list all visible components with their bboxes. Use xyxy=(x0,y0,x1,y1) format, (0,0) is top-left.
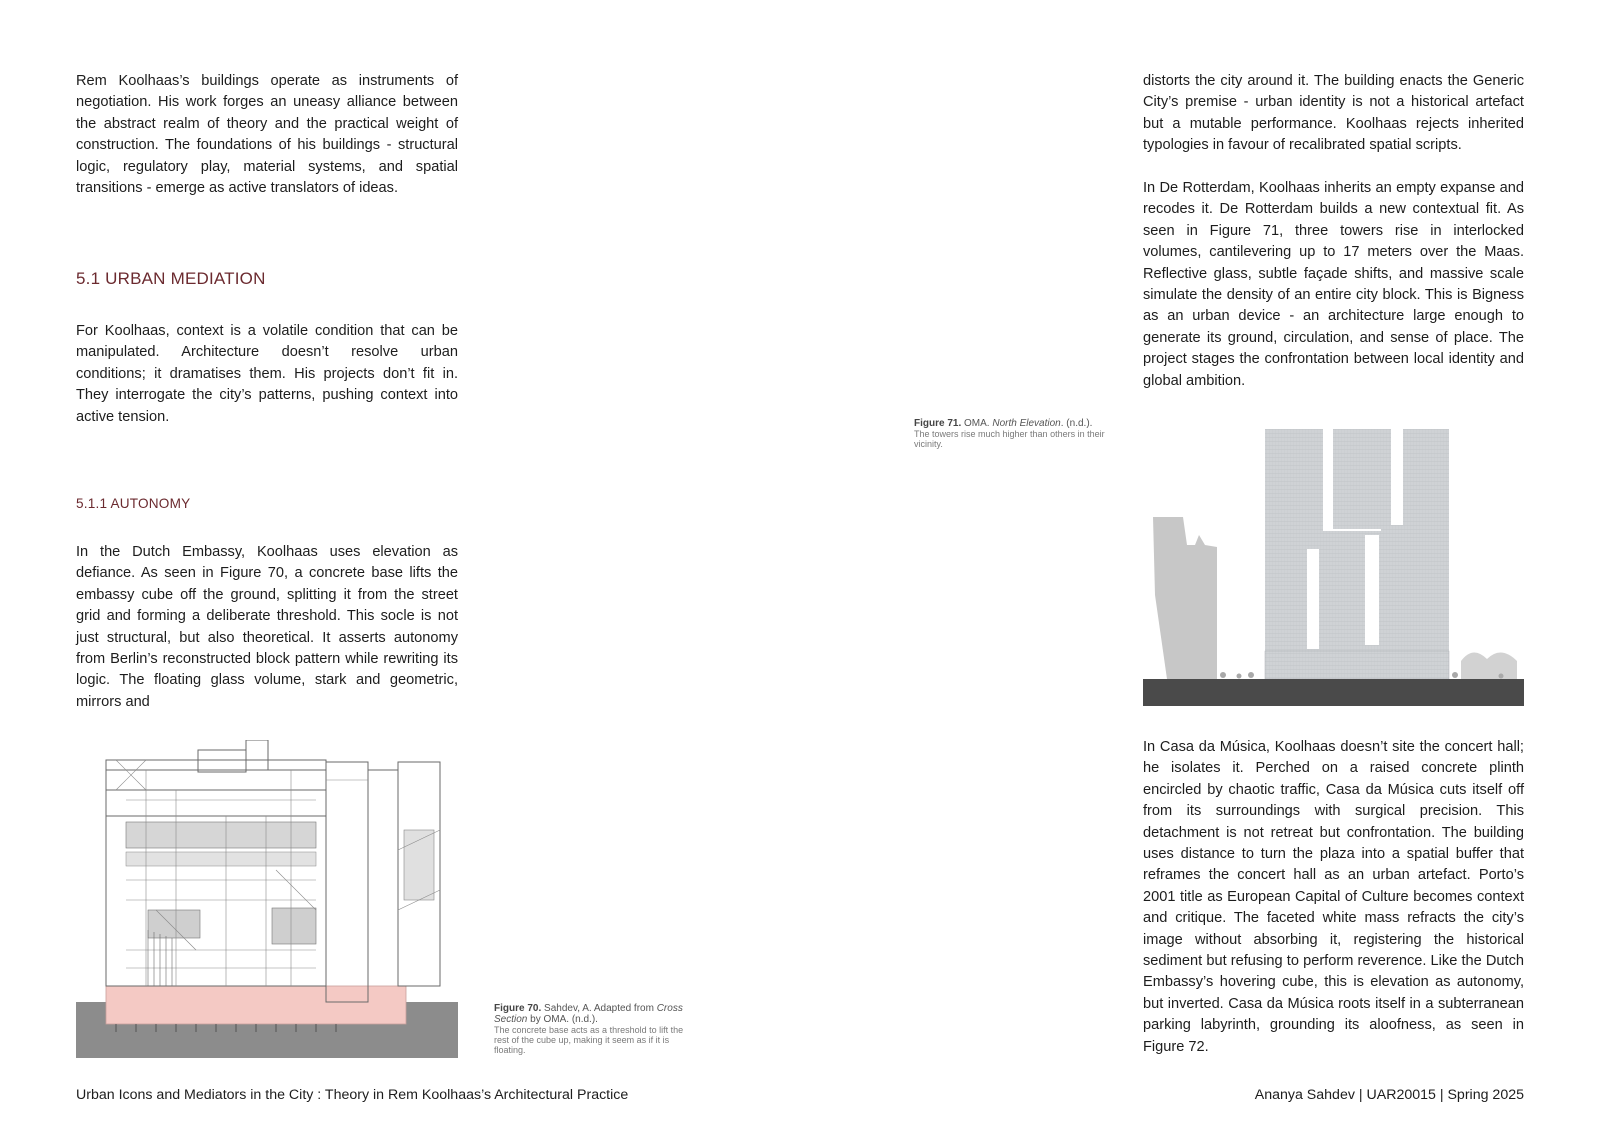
section-paragraph: For Koolhaas, context is a volatile condition that can be manipulated. Architecture doesn’t resolve urban conditions; it dramatises them. His projects don’t fit in. They interrogate the city’s patterns, pushing context into active tension. xyxy=(76,323,458,425)
figure-70-credit-tail: by OMA. (n.d.). xyxy=(530,1014,598,1025)
footer-author: Ananya Sahdev | UAR20015 | Spring 2025 xyxy=(1254,1087,1524,1103)
figure-71-title: North Elevation xyxy=(992,418,1061,429)
tower-right-upper xyxy=(1403,429,1449,537)
figure-71-description: The towers rise much higher than others in their vicinity. xyxy=(914,429,1105,449)
neighbour-building xyxy=(1153,517,1217,679)
section-heading: 5.1 URBAN MEDIATION xyxy=(76,269,266,288)
right-low-building xyxy=(1461,652,1517,679)
intro-paragraph: Rem Koolhaas’s buildings operate as instruments of negotiation. His work forges an uneasy alliance between the abstract realm of theory and the practical weight of construction. The foundations of his buildings - structural logic, regulatory play, material systems, and spatial transitions - emerge as active translators of ideas. xyxy=(76,73,458,197)
right-paragraph-1: distorts the city around it. The building enacts the Generic City’s premise - urban identity is not a historical artefact but a mutable performance. Koolhaas rejects inherited typologies in favour of recalibrated spatial scripts. xyxy=(1143,73,1524,154)
tower-right-lower xyxy=(1381,525,1449,657)
figure-70-description: The concrete base acts as a threshold to lift the rest of the cube up, making it seem as if it is floating. xyxy=(494,1025,684,1055)
figure-70-label: Figure 70. xyxy=(494,1003,542,1014)
figure-71-credit-tail: . (n.d.). xyxy=(1060,418,1093,429)
right-paragraph-2: In De Rotterdam, Koolhaas inherits an empty expanse and recodes it. De Rotterdam builds a new contextual fit. As seen in Figure 71, three towers rise in interlocked volumes, cantilevering up to 17 meters over the Maas. Reflective glass, subtle façade shifts, and massive scale simulate the density of an entire city block. This is Bigness as an urban device - an architecture large enough to generate its ground, circulation, and sense of place. The project stages the confrontation between local identity and global ambition. xyxy=(1143,180,1524,389)
podium xyxy=(1265,651,1449,679)
tower-middle-upper xyxy=(1333,429,1391,529)
subsection-heading: 5.1.1 AUTONOMY xyxy=(76,496,191,511)
tower-left-upper xyxy=(1265,429,1323,549)
figure-70-title: Cross Section xyxy=(494,1003,683,1025)
concrete-base-highlight xyxy=(106,986,406,1024)
subsection-paragraph: In the Dutch Embassy, Koolhaas uses elevation as defiance. As seen in Figure 70, a concrete base lifts the embassy cube off the ground, splitting it from the street grid and forming a deliberate threshold. This socle is not just structural, but also theoretical. It asserts autonomy from Berlin’s reconstructed block pattern while rewriting its logic. The floating glass volume, stark and geometric, mirrors and xyxy=(76,544,458,710)
footer-title: Urban Icons and Mediators in the City : Theory in Rem Koolhaas’s Architectural Practice xyxy=(76,1087,629,1103)
ground-band xyxy=(1143,679,1524,706)
figure-70-caption xyxy=(494,1003,686,1055)
figure-71-credit: OMA. xyxy=(964,418,990,429)
figure-70-credit: Sahdev, A. Adapted from xyxy=(544,1003,654,1014)
figure-70-cross-section xyxy=(76,740,458,1058)
figure-71-caption xyxy=(914,418,1106,449)
right-paragraph-3: In Casa da Música, Koolhaas doesn’t site the concert hall; he isolates it. Perched on a raised concrete plinth encircled by chaotic traffic, Casa da Música cuts itself off from its surroundings with surgical precision. This detachment is not retreat but confrontation. The building uses distance to turn the plaza into a spatial buffer that reframes the concert hall as an urban artefact. Porto’s 2001 title as European Capital of Culture becomes context and critique. The faceted white mass refracts the city’s image without absorbing it, registering the historical sediment but refusing to perform reverence. Like the Dutch Embassy’s hovering cube, this is elevation as autonomy, but inverted. Casa da Música roots itself in a subterranean parking labyrinth, grounding its aloofness, as seen in Figure 72. xyxy=(1143,739,1524,1055)
figure-71-label: Figure 71. xyxy=(914,418,962,429)
figure-71-north-elevation xyxy=(1143,425,1524,706)
